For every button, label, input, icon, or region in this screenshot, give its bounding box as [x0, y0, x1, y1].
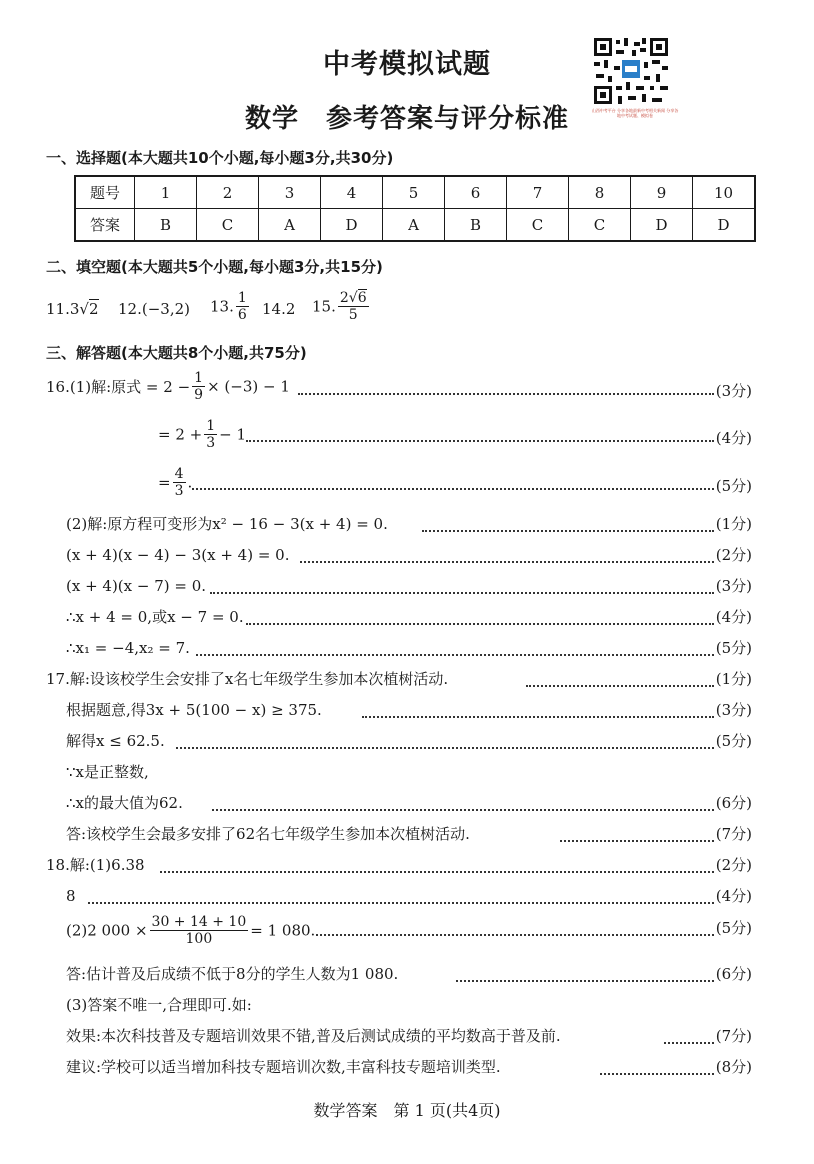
- q18-line-5: (3)答案不唯一,合理即可.如:: [66, 996, 252, 1014]
- leader-dots: [298, 393, 714, 395]
- leader-dots: [362, 716, 714, 718]
- q18-line-6: 效果:本次科技普及专题培训效果不错,普及后测试成绩的平均数高于普及前.: [66, 1027, 561, 1045]
- row-label-number: 题号: [75, 176, 135, 209]
- leader-dots: [560, 840, 714, 842]
- table-cell: 3: [259, 176, 321, 209]
- table-cell: 4: [321, 176, 383, 209]
- q16-part2-line-3: (x + 4)(x − 7) = 0.: [66, 577, 207, 595]
- score-mark: (5分): [715, 732, 752, 750]
- leader-dots: [246, 440, 714, 442]
- leader-dots: [664, 1042, 714, 1044]
- score-mark: (5分): [715, 639, 752, 657]
- score-mark: (3分): [715, 382, 752, 400]
- leader-dots: [192, 488, 714, 490]
- qr-caption: 山西中考平台 分享各地最新中考相关新闻 分享各地中考试题、模拟卷: [591, 108, 679, 118]
- table-cell: D: [321, 209, 383, 242]
- score-mark: (2分): [715, 856, 752, 874]
- table-cell: A: [383, 209, 445, 242]
- q17-line-3: 解得x ≤ 62.5.: [66, 732, 165, 750]
- q18-line-3: (2)2 000 × $\frac{30 + 14 + 10}{100}$ = 1 080.: [66, 914, 316, 947]
- section-heading-choice: 一、选择题(本大题共10个小题,每小题3分,共30分): [46, 149, 394, 167]
- table-cell: B: [445, 209, 507, 242]
- score-mark: (2分): [715, 546, 752, 564]
- score-mark: (8分): [715, 1058, 752, 1076]
- score-mark: (1分): [715, 670, 752, 688]
- leader-dots: [196, 654, 714, 656]
- leader-dots: [300, 561, 714, 563]
- table-cell: 1: [135, 176, 197, 209]
- q16-line-2: = 2 + $\frac{1}{3}$ − 1: [158, 418, 247, 451]
- qr-code-image: [592, 36, 670, 106]
- section-heading-fill: 二、填空题(本大题共5个小题,每小题3分,共15分): [46, 258, 383, 276]
- leader-dots: [246, 623, 714, 625]
- section-heading-solve: 三、解答题(本大题共8个小题,共75分): [46, 344, 307, 362]
- leader-dots: [212, 809, 714, 811]
- leader-dots: [316, 934, 714, 936]
- table-cell: 6: [445, 176, 507, 209]
- score-mark: (4分): [715, 429, 752, 447]
- score-mark: (3分): [715, 577, 752, 595]
- table-cell: 8: [569, 176, 631, 209]
- table-cell: C: [507, 209, 569, 242]
- table-row-answers: [75, 209, 755, 242]
- table-cell: 2: [197, 176, 259, 209]
- leader-dots: [176, 747, 714, 749]
- score-mark: (4分): [715, 887, 752, 905]
- table-cell: C: [569, 209, 631, 242]
- fill-answer-15: 15. $\frac{2√6}{5}$: [312, 290, 367, 323]
- score-mark: (7分): [715, 1027, 752, 1045]
- score-mark: (7分): [715, 825, 752, 843]
- q17-line-6: 答:该校学生会最多安排了62名七年级学生参加本次植树活动.: [66, 825, 470, 843]
- table-cell: D: [631, 209, 693, 242]
- score-mark: (6分): [715, 965, 752, 983]
- table-cell: A: [259, 209, 321, 242]
- q16-line-3: = $\frac{4}{3}$ .: [158, 466, 193, 499]
- score-mark: (5分): [715, 477, 752, 495]
- q16-line-1: 16.(1)解:原式 = 2 − $\frac{1}{9}$ × (−3) − 1: [46, 370, 290, 403]
- q18-line-1: 18.解:(1)6.38: [46, 856, 145, 874]
- fill-answer-13: 13. $\frac{1}{6}$: [210, 290, 247, 323]
- q17-line-1: 17.解:设该校学生会安排了x名七年级学生参加本次植树活动.: [46, 670, 449, 688]
- fill-answer-12: 12.(−3,2): [118, 300, 190, 318]
- q18-line-2: 8: [66, 887, 76, 905]
- score-mark: (3分): [715, 701, 752, 719]
- leader-dots: [526, 685, 714, 687]
- table-cell: 10: [693, 176, 756, 209]
- fill-answer-11: 11.3√2: [46, 300, 99, 318]
- score-mark: (4分): [715, 608, 752, 626]
- table-cell: 7: [507, 176, 569, 209]
- q17-line-5: ∴x的最大值为62.: [66, 794, 183, 812]
- table-row-numbers: [75, 176, 755, 209]
- leader-dots: [422, 530, 714, 532]
- fill-answer-14: 14.2: [262, 300, 296, 318]
- q16-part2-line-2: (x + 4)(x − 4) − 3(x + 4) = 0.: [66, 546, 290, 564]
- page-footer: 数学答案 第 1 页(共4页): [313, 1101, 501, 1120]
- answer-table: [74, 175, 756, 242]
- q17-line-4: ∵x是正整数,: [66, 763, 149, 781]
- q16-part2-line-5: ∴x₁ = −4,x₂ = 7.: [66, 639, 190, 657]
- leader-dots: [456, 980, 714, 982]
- table-cell: B: [135, 209, 197, 242]
- score-mark: (5分): [715, 919, 752, 937]
- table-cell: 9: [631, 176, 693, 209]
- score-mark: (1分): [715, 515, 752, 533]
- q16-part2-line-1: (2)解:原方程可变形为x² − 16 − 3(x + 4) = 0.: [66, 515, 388, 533]
- leader-dots: [600, 1073, 714, 1075]
- row-label-answer: 答案: [75, 209, 135, 242]
- q18-line-7: 建议:学校可以适当增加科技专题培训次数,丰富科技专题培训类型.: [66, 1058, 501, 1076]
- table-cell: C: [197, 209, 259, 242]
- score-mark: (6分): [715, 794, 752, 812]
- leader-dots: [160, 871, 714, 873]
- q17-line-2: 根据题意,得3x + 5(100 − x) ≥ 375.: [66, 701, 322, 719]
- table-cell: D: [693, 209, 756, 242]
- page-subtitle: 数学 参考答案与评分标准: [244, 104, 569, 134]
- leader-dots: [88, 902, 714, 904]
- page-title: 中考模拟试题: [323, 49, 491, 80]
- leader-dots: [210, 592, 714, 594]
- q16-part2-line-4: ∴x + 4 = 0,或x − 7 = 0.: [66, 608, 244, 626]
- table-cell: 5: [383, 176, 445, 209]
- q18-line-4: 答:估计普及后成绩不低于8分的学生人数为1 080.: [66, 965, 399, 983]
